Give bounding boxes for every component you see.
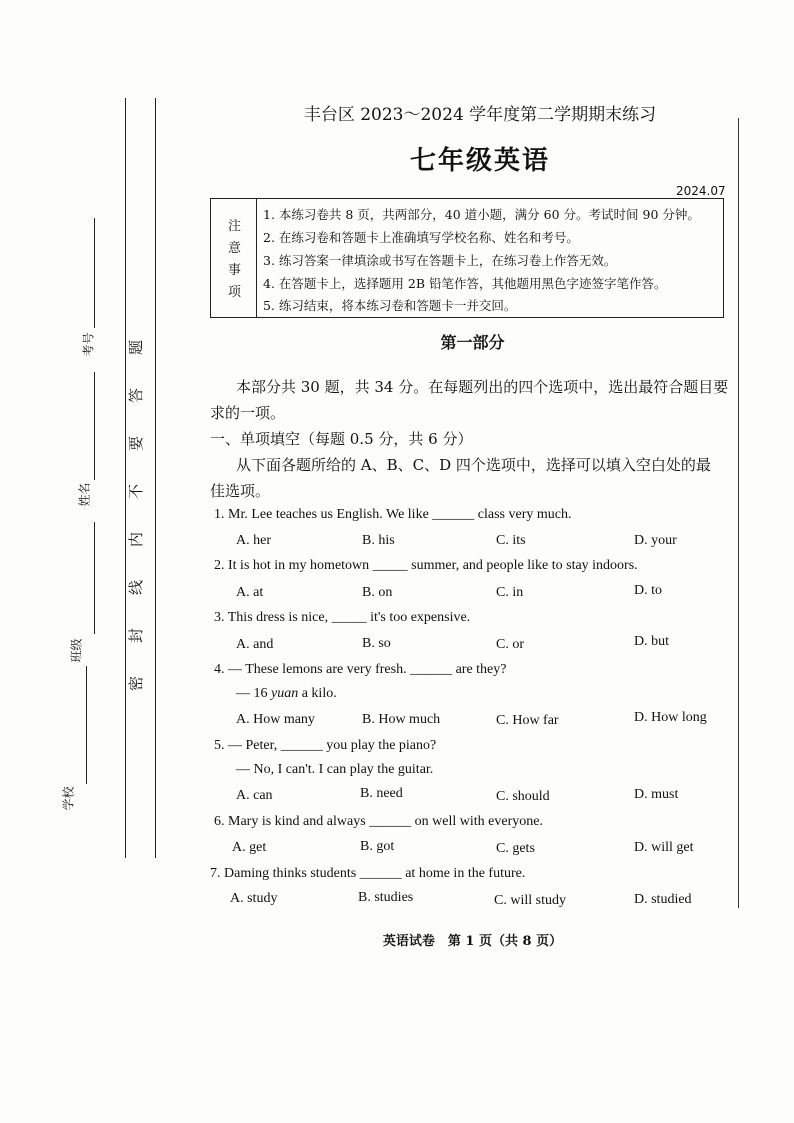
class-field [94, 522, 95, 634]
question-stem: 4. — These lemons are very fresh. ______ are they? [214, 662, 507, 677]
option-c[interactable]: C. in [496, 585, 524, 600]
school-label: 学校 [61, 786, 76, 811]
binding-line-left [125, 98, 126, 858]
yuan-word: yuan [271, 686, 299, 701]
question-stem: 3. This dress is nice, _____ it's too expensive. [214, 610, 471, 625]
option-b[interactable]: B. on [362, 585, 393, 600]
notice-item: 3. 练习答案一律填涂或书写在答题卡上，在练习卷上作答无效。 [263, 253, 617, 268]
option-d[interactable]: D. must [634, 787, 679, 802]
exam-date: 2024.07 [676, 184, 726, 198]
option-d[interactable]: D. How long [634, 710, 707, 725]
seal-char: 封 [127, 627, 146, 644]
option-d[interactable]: D. your [634, 533, 677, 548]
binding-line-right [155, 98, 156, 858]
notice-heading [211, 199, 257, 317]
notice-item: 2. 在练习卷和答题卡上准确填写学校名称、姓名和考号。 [263, 230, 579, 245]
option-c[interactable]: C. How far [496, 713, 559, 728]
option-d[interactable]: D. but [634, 634, 669, 649]
notice-item: 5. 练习结束，将本练习卷和答题卡一并交回。 [263, 298, 517, 313]
notice-item: 1. 本练习卷共 8 页，共两部分，40 道小题，满分 60 分。考试时间 90 分钟。 [263, 207, 700, 222]
option-c[interactable]: C. should [496, 789, 550, 804]
page-footer: 英语试卷 第 1 页（共 8 页） [382, 934, 563, 949]
question-stem: 5. — Peter, ______ you play the piano? [214, 738, 437, 753]
question-stem: 6. Mary is kind and always ______ on well with everyone. [214, 814, 543, 829]
name-field [94, 372, 95, 480]
name-label: 姓名 [77, 482, 92, 507]
notice-item: 4. 在答题卡上，选择题用 2B 铅笔作答，其他题用黑色字迹签字笔作答。 [263, 276, 667, 291]
exam-no-label: 考号 [81, 332, 96, 357]
option-a[interactable]: A. How many [236, 712, 315, 727]
question-answer-line: — No, I can't. I can play the guitar. [236, 762, 434, 777]
notice-heading-char: 项 [228, 285, 242, 300]
seal-char: 题 [127, 339, 146, 356]
seal-char: 不 [127, 483, 146, 500]
section-heading: 一、单项填空（每题 0.5 分，共 6 分） [210, 430, 473, 448]
seal-char: 内 [127, 531, 146, 548]
option-b[interactable]: B. need [360, 786, 403, 801]
class-label: 班级 [69, 638, 84, 663]
notice-heading-char: 意 [228, 241, 242, 256]
option-b[interactable]: B. his [362, 533, 395, 548]
option-b[interactable]: B. How much [362, 712, 441, 727]
question-stem: 1. Mr. Lee teaches us English. We like ______ class very much. [214, 507, 572, 522]
part-title: 第一部分 [440, 333, 505, 352]
page-edge-line [738, 118, 739, 908]
option-a[interactable]: A. can [236, 788, 273, 803]
option-c[interactable]: C. gets [496, 841, 535, 856]
option-a[interactable]: A. and [236, 637, 274, 652]
option-a[interactable]: A. study [230, 891, 278, 906]
notice-box [210, 198, 724, 318]
option-b[interactable]: B. so [362, 636, 391, 651]
seal-char: 密 [127, 675, 146, 692]
option-a[interactable]: A. get [232, 840, 267, 855]
option-c[interactable]: C. or [496, 637, 524, 652]
option-a[interactable]: A. at [236, 585, 264, 600]
subject-title: 七年级英语 [409, 146, 550, 176]
option-b[interactable]: B. studies [358, 890, 414, 905]
option-c[interactable]: C. will study [494, 893, 566, 908]
direction-line: 佳选项。 [210, 482, 271, 500]
school-field [86, 666, 87, 784]
notice-heading-char: 事 [228, 263, 242, 278]
seal-char: 答 [127, 387, 146, 404]
seal-char: 线 [127, 579, 146, 596]
exam-title: 丰台区 2023～2024 学年度第二学期期末练习 [303, 105, 657, 125]
direction-line: 从下面各题所给的 A、B、C、D 四个选项中，选择可以填入空白处的最 [236, 456, 711, 474]
question-stem: 2. It is hot in my hometown _____ summer, and people like to stay indoors. [214, 558, 638, 573]
option-d[interactable]: D. studied [634, 892, 692, 907]
option-b[interactable]: B. got [360, 839, 395, 854]
option-a[interactable]: A. her [236, 533, 271, 548]
part-intro-line: 求的一项。 [210, 404, 286, 422]
seal-char: 要 [127, 435, 146, 452]
option-d[interactable]: D. to [634, 583, 662, 598]
question-stem: 7. Daming thinks students ______ at home in the future. [210, 866, 526, 881]
exam-no-field [94, 218, 95, 328]
option-d[interactable]: D. will get [634, 840, 694, 855]
question-answer-line: — 16 yuan a kilo. [236, 686, 337, 701]
notice-heading-char: 注 [228, 219, 242, 234]
option-c[interactable]: C. its [496, 533, 526, 548]
part-intro-line: 本部分共 30 题，共 34 分。在每题列出的四个选项中，选出最符合题目要 [236, 378, 729, 396]
